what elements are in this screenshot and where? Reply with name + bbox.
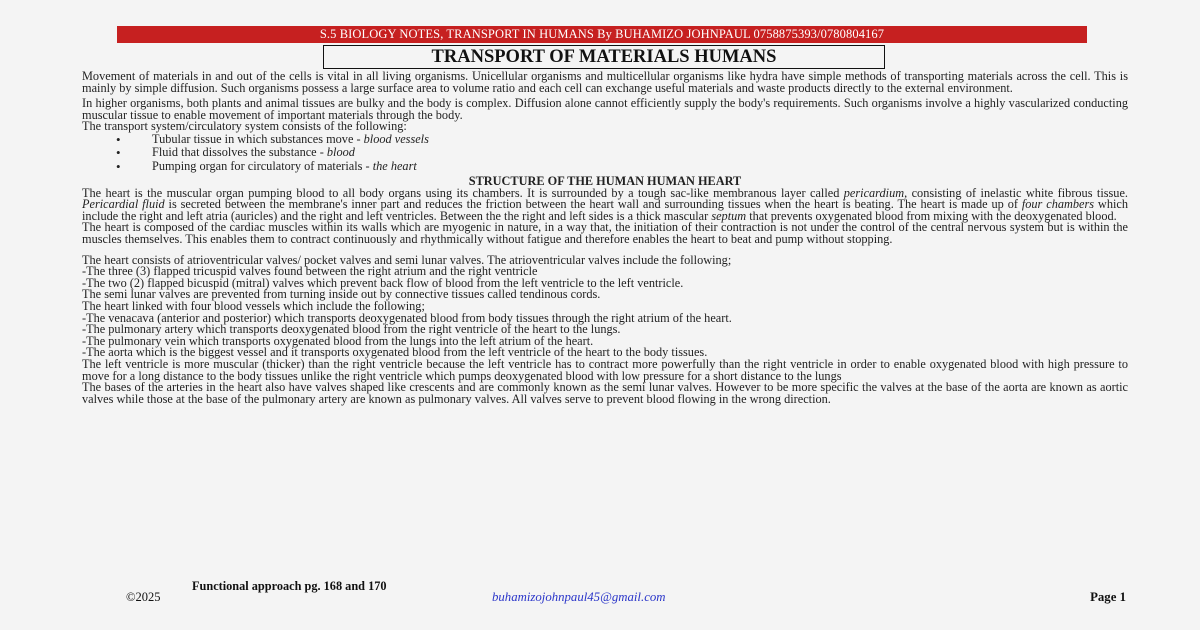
list-item: • Fluid that dissolves the substance - blood [116, 146, 1128, 159]
structure-paragraph-2: The heart is composed of the cardiac muscles within its walls which are myogenic in nature, in a way that, the initiation of their contraction is not under the control of the central nervous system but is within the muscles themselves. This enables them to contract continuously and rhythmically without fatigue and therefore enables the heart to beat and pump without stopping. [82, 220, 1128, 247]
section-heading: STRUCTURE OF THE HUMAN HUMAN HEART [468, 173, 742, 188]
valves-line-9: The left ventricle is more muscular (thicker) than the right ventricle because the left ventricle has to contract more powerfully than the right ventricle in order to enable oxygenated blood with high pressure to move for a long distance to the body tissues unlike the right ventricle which pumps deoxygenated blood with low pressure for a short distance to the lungs [82, 356, 1128, 383]
transport-system-list [82, 133, 1128, 173]
valves-line-3: The semi lunar valves are prevented from turning inside out by connective tissues called tendinous cords. [82, 287, 601, 302]
valves-line-8: -The aorta which is the biggest vessel and it transports oxygenated blood from the left ventricle of the heart to the body tissues. [82, 345, 708, 360]
copyright: ©2025 [126, 590, 161, 604]
intro-paragraph-2: In higher organisms, both plants and animal tissues are bulky and the body is complex. Diffusion alone cannot efficiently supply the body's requirements. Such organisms involve a highly vascularized conducting muscular tissue to enable movement of important materials through the body. [82, 96, 1128, 122]
valves-line-4: The heart linked with four blood vessels which include the following; [82, 299, 425, 313]
valves-line-6: -The pulmonary artery which transports deoxygenated blood from the right ventricle of the heart to the lungs. [82, 322, 621, 337]
valves-line-5: -The venacava (anterior and posterior) which transports deoxygenated blood from body tissues through the right atrium of the heart. [82, 310, 732, 325]
valves-line-1: -The three (3) flapped tricuspid valves found between the right atrium and the right ventricle [82, 264, 538, 279]
valves-paragraph: The heart consists of atrioventricular valves/ pocket valves and semi lunar valves. The atrioventricular valves include the following; [82, 252, 732, 267]
document-body [82, 71, 1128, 405]
list-item: • Pumping organ for circulatory of materials - the heart [116, 160, 1128, 173]
functional-reference: Functional approach pg. 168 and 170 [192, 579, 387, 593]
author-email-link[interactable]: buhamizojohnpaul45@gmail.com [492, 590, 666, 604]
intro-paragraph-1: Movement of materials in and out of the cells is vital in all living organisms. Unicellular organisms and multicellular organisms like hydra have simple methods of transporting materials across the cell. This is mainly by simple diffusion. Such organisms possess a large surface area to volume ratio and each cell can exchange useful materials and waste products directly to the external environment. [82, 69, 1128, 95]
list-item: • Tubular tissue in which substances move - blood vessels [116, 133, 1128, 146]
intro-paragraph-3: The transport system/circulatory system consists of the following: [82, 119, 407, 134]
valves-line-10: The bases of the arteries in the heart also have valves shaped like crescents and are commonly known as the semi lunar valves. However to be more specific the valves at the base of the aorta are known as aortic valves while those at the base of the pulmonary artery are known as pulmonary valves. All valves serve to prevent blood flowing in the wrong direction. [82, 380, 1128, 406]
page-title: TRANSPORT OF MATERIALS HUMANS [323, 45, 885, 69]
valves-line-7: -The pulmonary vein which transports oxygenated blood from the lungs into the left atrium of the heart. [82, 333, 594, 348]
header-banner: S.5 BIOLOGY NOTES, TRANSPORT IN HUMANS By BUHAMIZO JOHNPAUL 0758875393/0780804167 [117, 26, 1087, 43]
page-number: Page 1 [1090, 590, 1126, 604]
valves-line-2: -The two (2) flapped bicuspid (mitral) valves which prevent back flow of blood from the left ventricle to the left ventricle. [82, 275, 684, 290]
structure-paragraph-1: The heart is the muscular organ pumping blood to all body organs using its chambers. It is surrounded by a tough sac-like membranous layer called pericardium, consisting of inelastic white fibrous tissue. Pericardial fluid is secreted between the membrane's inner part and reduces the friction between the heart wall and surrounding tissues when the heart is beating. The heart is made up of four chambers which include the right and left atria (auricles) and the right and left ventricles. Between the the right and left sides is a thick mascular septum that prevents oxygenated blood from mixing with the deoxygenated blood. [82, 185, 1128, 223]
